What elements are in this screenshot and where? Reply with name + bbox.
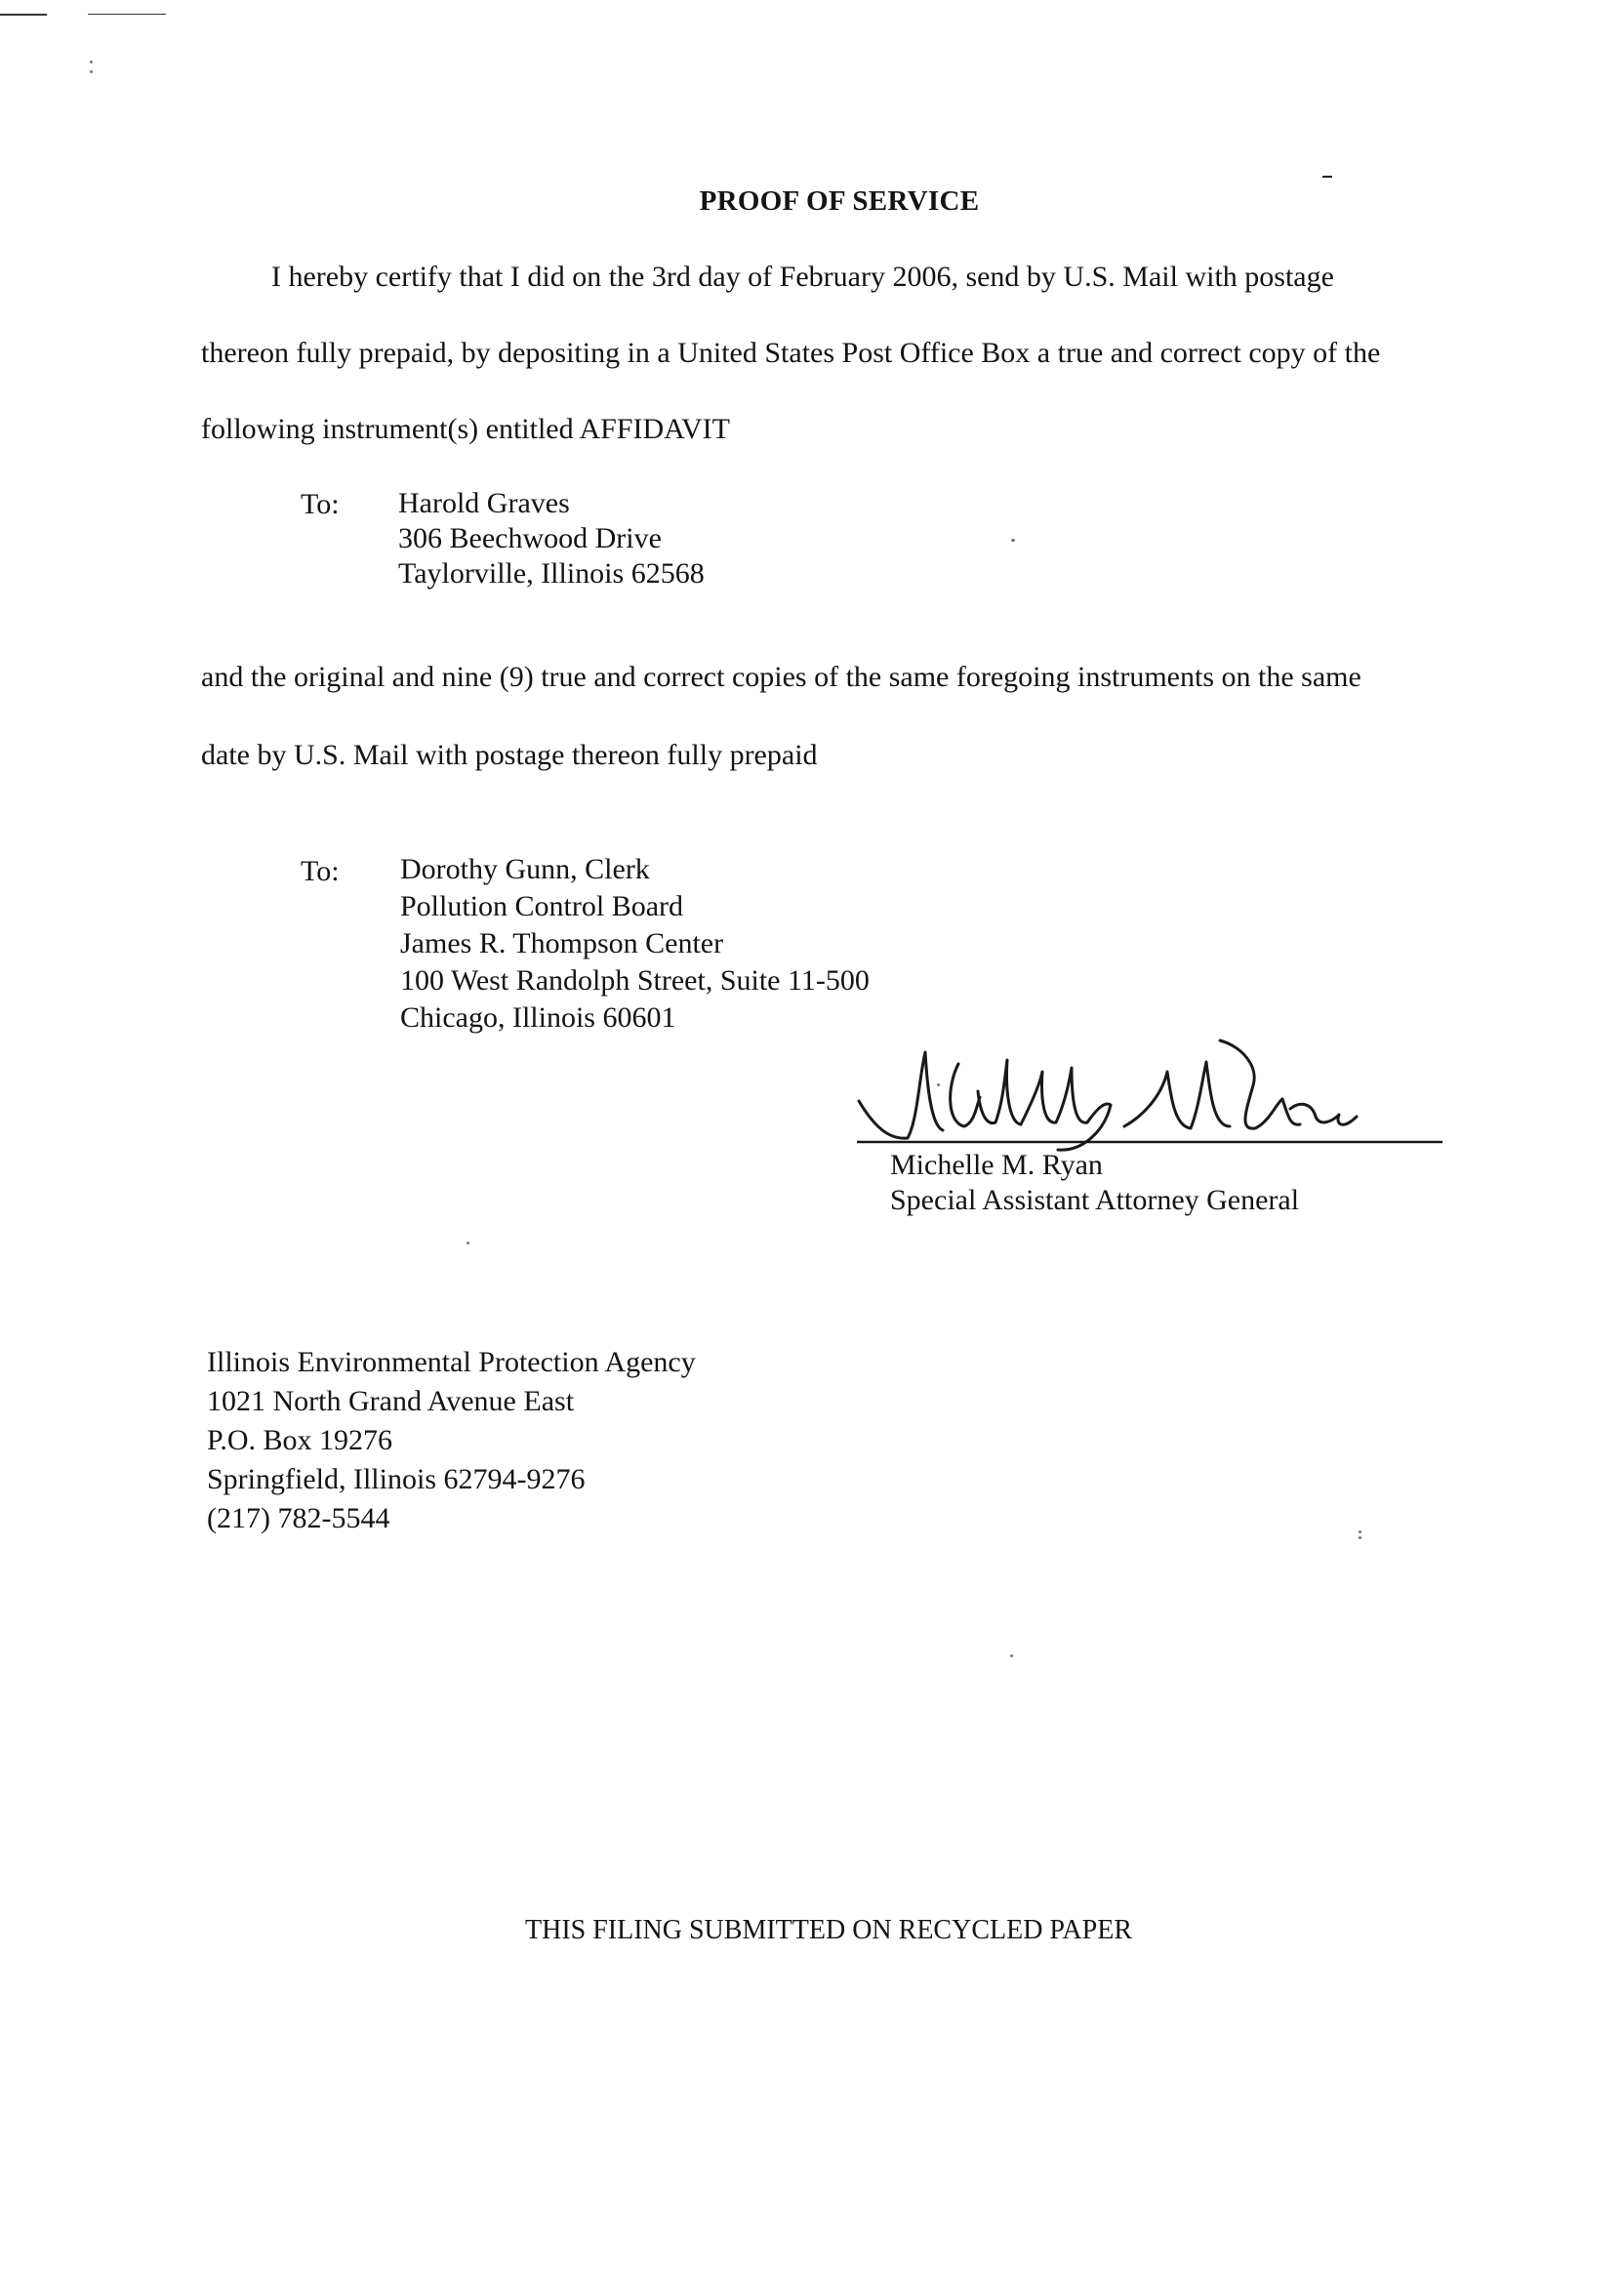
agency-po-box: P.O. Box 19276 xyxy=(207,1424,393,1456)
agency-name: Illinois Environmental Protection Agency xyxy=(207,1346,696,1378)
original-copies-line-1: and the original and nine (9) true and correct copies of the same foregoing instruments on the same xyxy=(201,661,1361,693)
recipient-1-city: Taylorville, Illinois 62568 xyxy=(398,557,705,590)
scan-artifact-line xyxy=(0,14,47,16)
recipient-1-street: 306 Beechwood Drive xyxy=(398,522,662,554)
recipient-2-organization: Pollution Control Board xyxy=(400,890,684,922)
recipient-1-address xyxy=(398,486,705,591)
scan-speck xyxy=(1010,1654,1013,1657)
scan-artifact-line xyxy=(88,14,166,15)
certification-line-3: following instrument(s) entitled AFFIDAVIT xyxy=(201,413,730,445)
recycled-paper-notice: THIS FILING SUBMITTED ON RECYCLED PAPER xyxy=(525,1915,1133,1945)
recipient-2-name: Dorothy Gunn, Clerk xyxy=(400,853,650,885)
recipient-1-name: Harold Graves xyxy=(398,487,570,519)
recipient-2-address xyxy=(400,851,870,1037)
signatory-name: Michelle M. Ryan xyxy=(890,1149,1103,1181)
recipient-2-label: To: xyxy=(301,855,340,887)
recipient-2-city: Chicago, Illinois 60601 xyxy=(400,1001,676,1034)
signatory-title: Special Assistant Attorney General xyxy=(890,1184,1300,1216)
agency-city: Springfield, Illinois 62794-9276 xyxy=(207,1463,586,1495)
scan-speck xyxy=(90,70,93,73)
scan-speck xyxy=(90,61,93,63)
scan-speck xyxy=(1359,1530,1361,1533)
certification-line-1: I hereby certify that I did on the 3rd day of February 2006, send by U.S. Mail with postage xyxy=(271,261,1334,293)
agency-street: 1021 North Grand Avenue East xyxy=(207,1385,575,1417)
scan-speck xyxy=(1359,1536,1361,1539)
handwritten-signature xyxy=(849,1033,1474,1160)
scan-speck xyxy=(1011,539,1015,542)
certification-line-2: thereon fully prepaid, by depositing in a United States Post Office Box a true and correct copy of the xyxy=(201,337,1381,369)
recipient-2-street: 100 West Randolph Street, Suite 11-500 xyxy=(400,964,870,997)
agency-phone: (217) 782-5544 xyxy=(207,1502,390,1534)
scan-speck xyxy=(467,1242,469,1244)
scan-speck xyxy=(1322,176,1332,178)
recipient-2-building: James R. Thompson Center xyxy=(400,927,724,959)
document-title: PROOF OF SERVICE xyxy=(699,185,980,217)
recipient-1-label: To: xyxy=(301,488,340,520)
original-copies-line-2: date by U.S. Mail with postage thereon fully prepaid xyxy=(201,739,818,771)
signatory-block xyxy=(890,1148,1299,1218)
agency-address xyxy=(207,1343,696,1538)
